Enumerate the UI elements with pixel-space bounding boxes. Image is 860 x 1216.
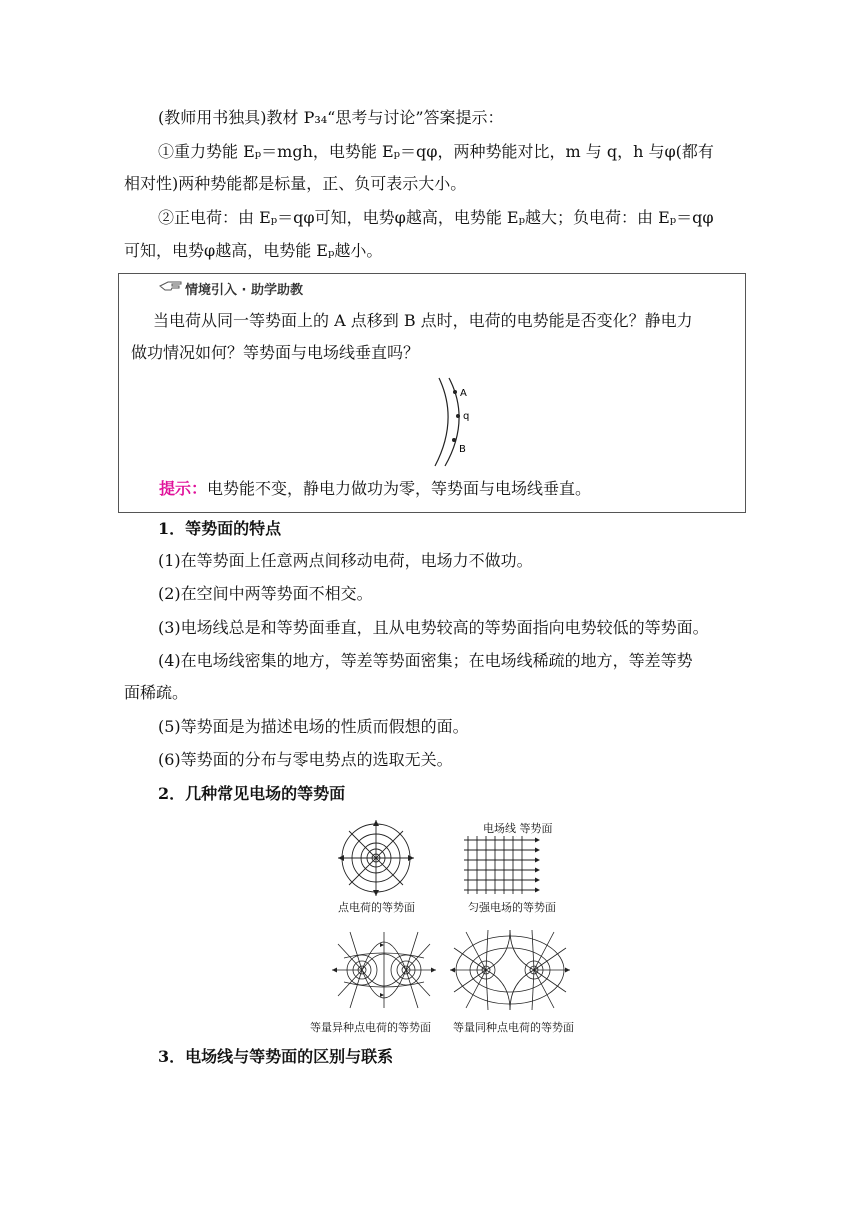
- section-1-item: (1)在等势面上任意两点间移动电荷，电场力不做功。: [158, 551, 533, 570]
- section-1-item: (4)在电场线密集的地方，等差等势面密集；在电场线稀疏的地方，等差等势: [158, 651, 693, 670]
- label-a: A: [460, 388, 467, 399]
- section-1-item: (3)电场线总是和等势面垂直，且从电势较高的等势面指向电势较低的等势面。: [158, 618, 709, 637]
- situation-box: [118, 273, 746, 513]
- uniform-field-diagram: [462, 836, 542, 896]
- caption-point-charge: 点电荷的等势面: [338, 901, 415, 914]
- equipotential-arc-figure: [419, 374, 479, 470]
- opposite-charges-diagram: [330, 928, 438, 1012]
- section-1-item: (2)在空间中两等势面不相交。: [158, 584, 373, 603]
- caption-like-charges: 等量同种点电荷的等势面: [453, 1021, 574, 1034]
- section-1-item: (5)等势面是为描述电场的性质而假想的面。: [158, 717, 469, 736]
- point-charge-diagram: [334, 820, 418, 898]
- label-q: q: [463, 411, 470, 422]
- point-a: [453, 390, 457, 394]
- label-b: B: [459, 444, 466, 455]
- section-3-title: 3．电场线与等势面的区别与联系: [158, 1047, 394, 1066]
- pointing-hand-icon: [159, 280, 183, 292]
- section-1-title: 1．等势面的特点: [158, 519, 282, 538]
- section-2-title: 2．几种常见电场的等势面: [158, 784, 346, 803]
- point-q: [456, 414, 460, 418]
- like-charges-diagram: [448, 928, 572, 1012]
- hint-line: [159, 478, 591, 500]
- answer-paragraph-1-cont: 相对性)两种势能都是标量，正、负可表示大小。: [124, 174, 467, 193]
- caption-uniform-field: 匀强电场的等势面: [468, 901, 556, 914]
- answer-paragraph-2: ②正电荷：由 Eₚ＝qφ可知，电势φ越高，电势能 Eₚ越大；负电荷：由 Eₚ＝qφ: [158, 208, 714, 227]
- hint-text: 电势能不变，静电力做功为零，等势面与电场线垂直。: [207, 479, 592, 498]
- box-question-1: 当电荷从同一等势面上的 A 点移到 B 点时，电荷的电势能是否变化？静电力: [153, 311, 693, 330]
- answer-heading: (教师用书独具)教材 P₃₄“思考与讨论”答案提示：: [158, 108, 504, 127]
- legend-equipotential: 等势面: [519, 822, 553, 835]
- hint-label: 提示：: [159, 479, 208, 498]
- legend-field-line: 电场线: [483, 822, 516, 835]
- caption-opposite-charges: 等量异种点电荷的等势面: [310, 1021, 431, 1034]
- answer-paragraph-2-cont: 可知，电势φ越高，电势能 Eₚ越小。: [124, 241, 383, 260]
- box-question-2: 做功情况如何？等势面与电场线垂直吗？: [131, 343, 420, 362]
- section-1-item-cont: 面稀疏。: [124, 683, 189, 702]
- section-1-item: (6)等势面的分布与零电势点的选取无关。: [158, 750, 453, 769]
- box-title: 情境引入 · 助学助教: [185, 283, 303, 298]
- point-b: [452, 438, 456, 442]
- uniform-field-legend: [483, 820, 553, 836]
- answer-paragraph-1: ①重力势能 Eₚ＝mgh，电势能 Eₚ＝qφ，两种势能对比，m 与 q，h 与φ(都有: [158, 142, 714, 161]
